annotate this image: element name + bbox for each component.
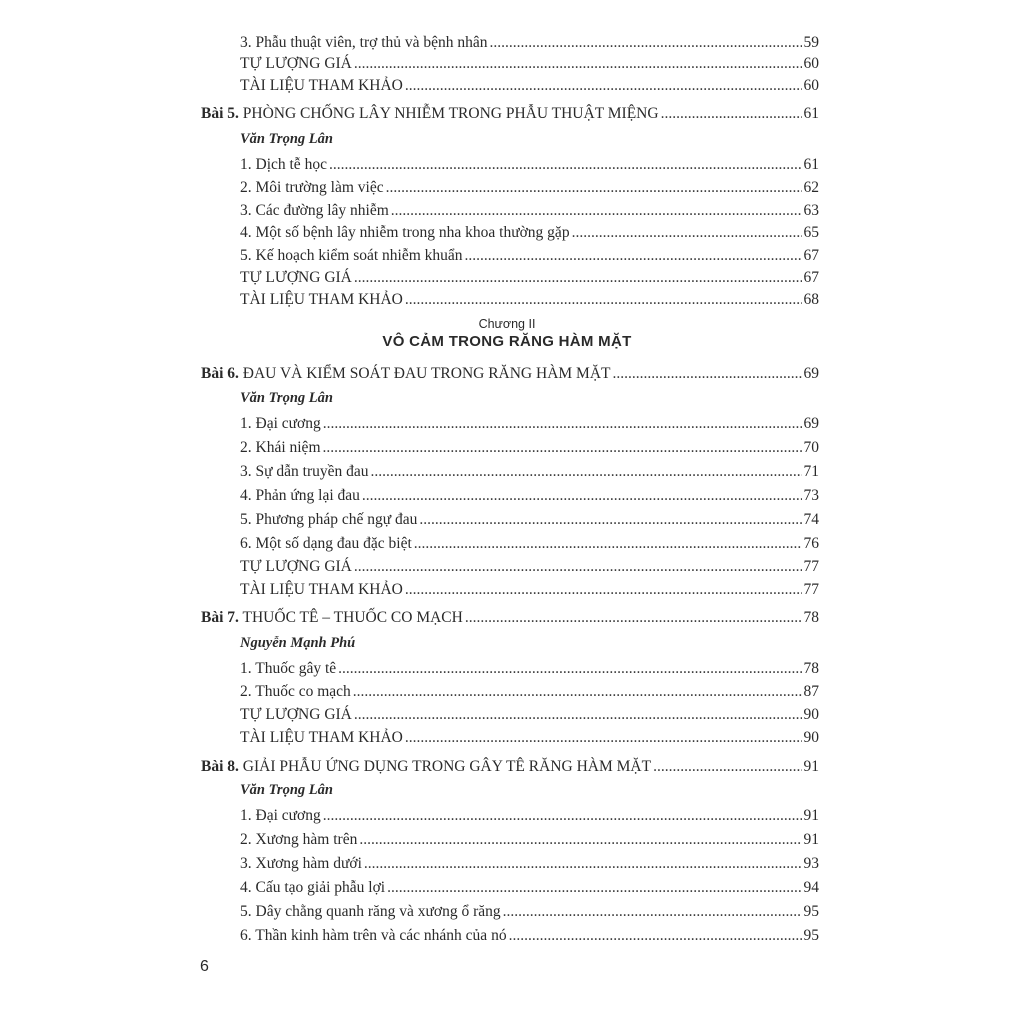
page-ref: 77 (803, 581, 819, 598)
lesson-number: Bài 5. (201, 105, 239, 122)
author: Văn Trọng Lân (240, 131, 333, 147)
page-ref: 71 (803, 463, 819, 480)
toc-entry: 5. Dây chằng quanh răng và xương ổ răng ..... 95 (240, 902, 819, 922)
page-ref: 95 (803, 927, 819, 944)
toc-entry: 2. Xương hàm trên ..... 91 (240, 830, 819, 850)
page-ref: 60 (803, 77, 819, 94)
page-ref: 65 (803, 224, 819, 241)
page-ref: 69 (803, 365, 819, 382)
toc-entry: 1. Đại cương ..... 69 (240, 414, 819, 434)
page-ref: 67 (803, 269, 819, 286)
lesson-title: THUỐC TÊ – THUỐC CO MẠCH (242, 609, 463, 626)
lesson-number: Bài 8. (201, 758, 239, 775)
toc-entry: 1. Thuốc gây tê ..... 78 (240, 659, 819, 679)
lesson-heading-8 (201, 757, 819, 777)
lesson-title: PHÒNG CHỐNG LÂY NHIỄM TRONG PHẪU THUẬT MIỆNG (242, 105, 659, 122)
toc-entry: 5. Phương pháp chế ngự đau ..... 74 (240, 510, 819, 530)
toc-entry: 5. Kế hoạch kiểm soát nhiễm khuẩn ..... 67 (240, 246, 819, 266)
author: Văn Trọng Lân (240, 782, 333, 798)
page-ref: 78 (803, 609, 819, 626)
lesson-number: Bài 7. (201, 609, 239, 626)
toc-entry: 2. Thuốc co mạch ..... 87 (240, 682, 819, 702)
page-ref: 63 (803, 202, 819, 219)
lesson-number: Bài 6. (201, 365, 239, 382)
page-ref: 76 (803, 535, 819, 552)
toc-entry: TÀI LIỆU THAM KHẢO ..... 68 (240, 290, 819, 310)
toc-entry: 2. Môi trường làm việc ..... 62 (240, 178, 819, 198)
page-ref: 90 (803, 729, 819, 746)
lesson-heading-6 (201, 364, 819, 384)
page-ref: 74 (803, 511, 819, 528)
toc-entry: 3. Phẫu thuật viên, trợ thủ và bệnh nhân ..... 59 (240, 33, 819, 53)
lesson-title: GIẢI PHẪU ỨNG DỤNG TRONG GÂY TÊ RĂNG HÀM MẶT (242, 758, 652, 775)
page-ref: 91 (803, 831, 819, 848)
page-ref: 91 (803, 807, 819, 824)
toc-entry: 4. Cấu tạo giải phẫu lợi ..... 94 (240, 878, 819, 898)
page-ref: 78 (803, 660, 819, 677)
toc-entry: TÀI LIỆU THAM KHẢO ..... 90 (240, 728, 819, 748)
page-ref: 59 (803, 34, 819, 51)
page-ref: 77 (803, 558, 819, 575)
page-ref: 95 (803, 903, 819, 920)
toc-entry: 3. Sự dẫn truyền đau ..... 71 (240, 462, 819, 482)
page-ref: 67 (803, 247, 819, 264)
toc-entry: 2. Khái niệm ..... 70 (240, 438, 819, 458)
toc-entry: 3. Các đường lây nhiễm ..... 63 (240, 201, 819, 221)
page-number: 6 (200, 958, 209, 975)
chapter-title: VÔ CẢM TRONG RĂNG HÀM MẶT (382, 333, 632, 350)
page-ref: 61 (803, 105, 819, 122)
lesson-heading-7 (201, 608, 819, 628)
toc-entry: 6. Một số dạng đau đặc biệt ..... 76 (240, 534, 819, 554)
toc-entry: TỰ LƯỢNG GIÁ ..... 67 (240, 268, 819, 288)
page-ref: 90 (803, 706, 819, 723)
page-ref: 93 (803, 855, 819, 872)
page-ref: 73 (803, 487, 819, 504)
page-ref: 68 (803, 291, 819, 308)
page-ref: 91 (803, 758, 819, 775)
lesson-heading-5 (201, 104, 819, 124)
page-ref: 69 (803, 415, 819, 432)
toc-entry: 6. Thần kinh hàm trên và các nhánh của nó ..... 95 (240, 926, 819, 946)
page-ref: 87 (803, 683, 819, 700)
toc-entry: TÀI LIỆU THAM KHẢO ..... 77 (240, 580, 819, 600)
page-ref: 62 (803, 179, 819, 196)
toc-entry: 4. Phản ứng lại đau ..... 73 (240, 486, 819, 506)
toc-entry: TỰ LƯỢNG GIÁ ..... 60 (240, 54, 819, 74)
toc-entry: 3. Xương hàm dưới ..... 93 (240, 854, 819, 874)
toc-entry: TỰ LƯỢNG GIÁ ..... 90 (240, 705, 819, 725)
toc-entry: 4. Một số bệnh lây nhiễm trong nha khoa thường gặp ..... 65 (240, 223, 819, 243)
toc-entry: TỰ LƯỢNG GIÁ ..... 77 (240, 557, 819, 577)
page-ref: 94 (803, 879, 819, 896)
page-ref: 70 (803, 439, 819, 456)
toc-entry: 1. Dịch tễ học ..... 61 (240, 155, 819, 175)
page-ref: 60 (803, 55, 819, 72)
toc-entry: TÀI LIỆU THAM KHẢO ..... 60 (240, 76, 819, 96)
toc-entry: 1. Đại cương ..... 91 (240, 806, 819, 826)
author: Nguyễn Mạnh Phú (240, 635, 356, 651)
page-ref: 61 (803, 156, 819, 173)
lesson-title: ĐAU VÀ KIỂM SOÁT ĐAU TRONG RĂNG HÀM MẶT (242, 365, 611, 382)
author: Văn Trọng Lân (240, 390, 333, 406)
chapter-label: Chương II (478, 317, 536, 331)
